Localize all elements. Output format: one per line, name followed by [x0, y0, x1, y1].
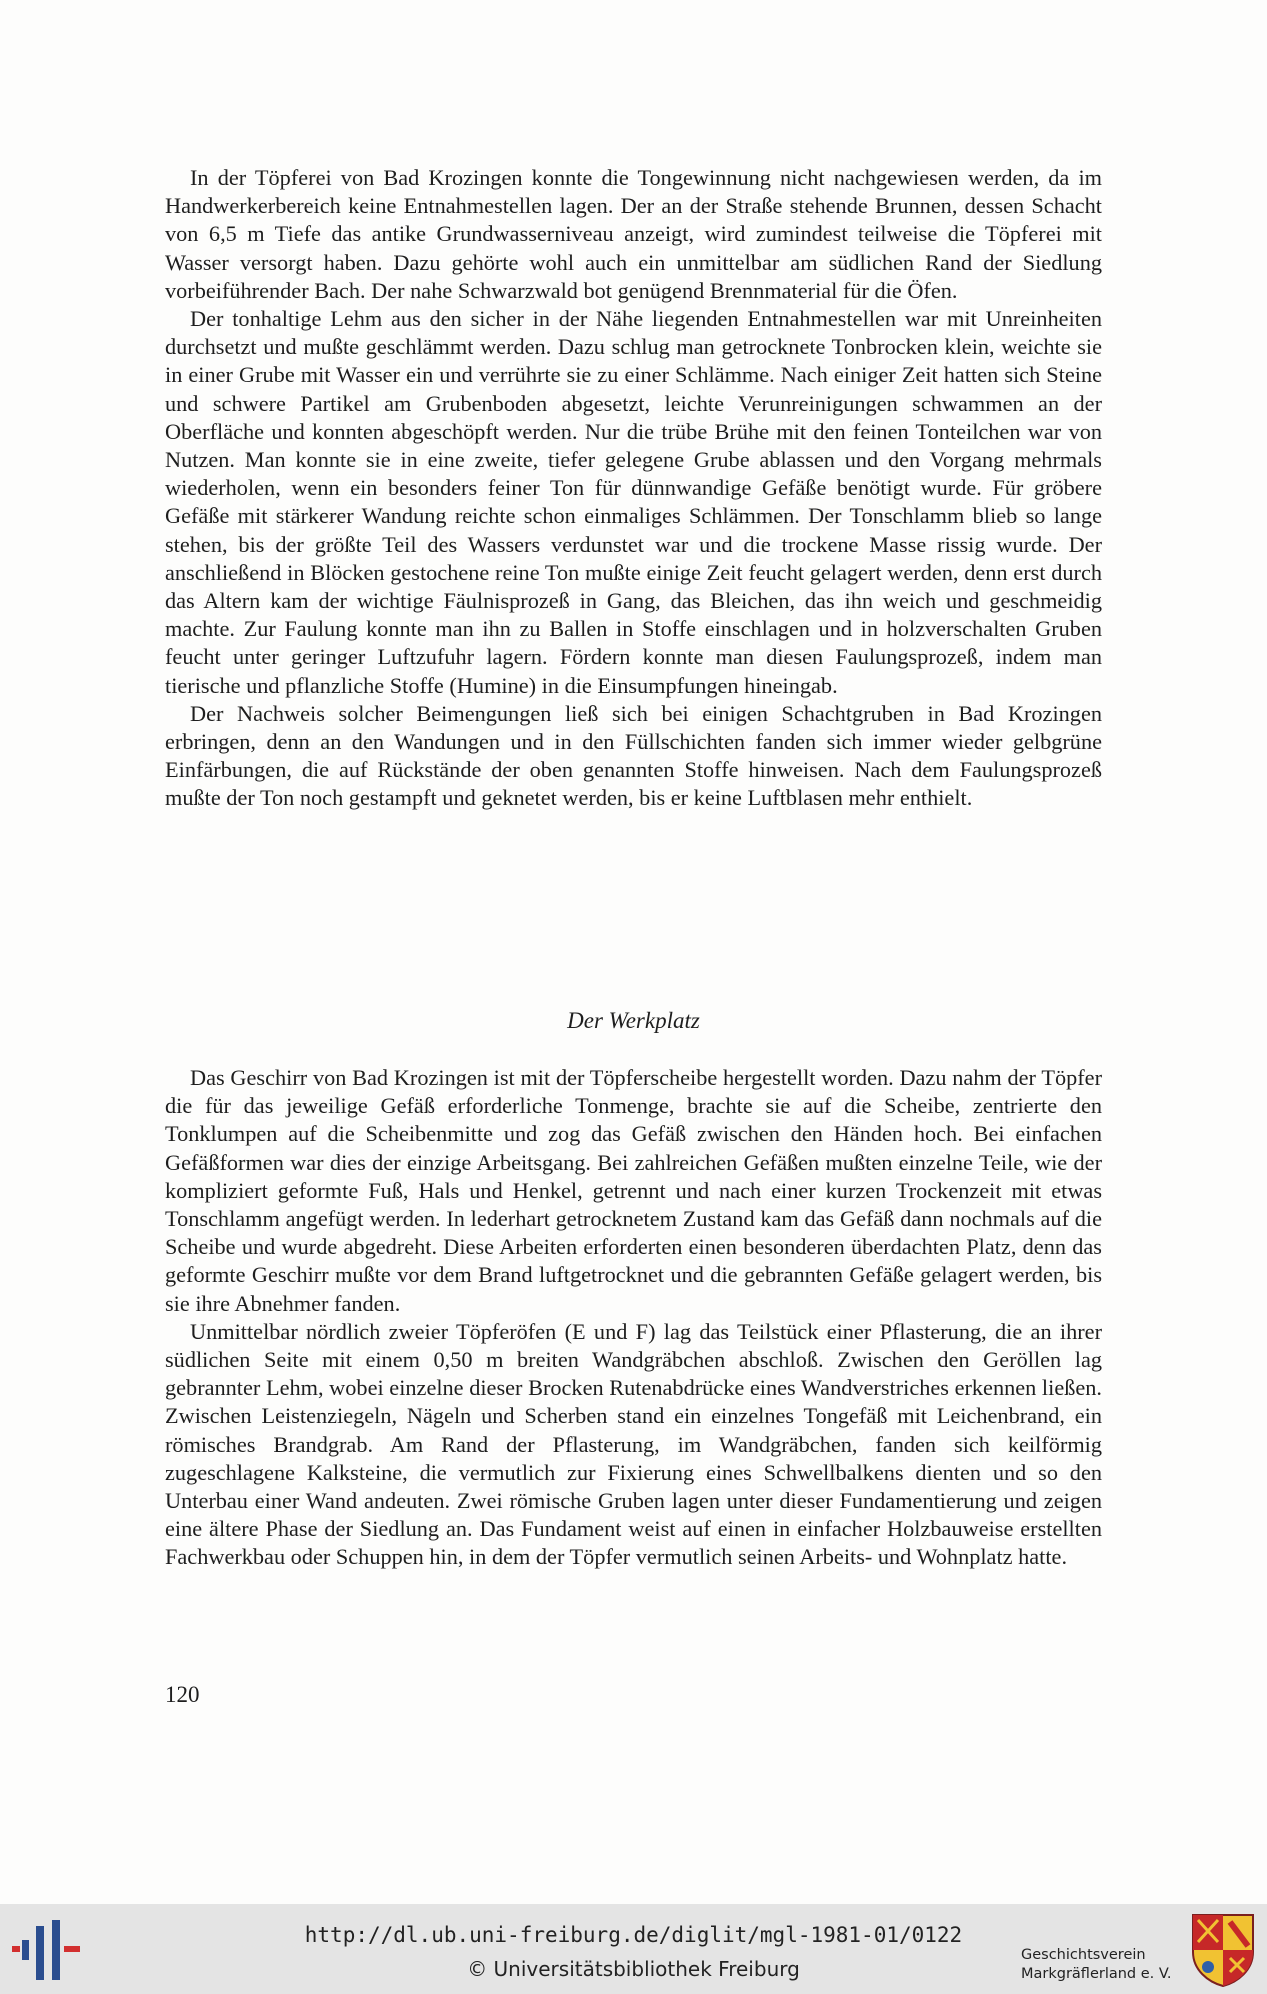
- paragraph: Das Geschirr von Bad Krozingen ist mit der Töpferscheibe hergestellt worden. Dazu nahm der Töpfer die für das jeweilige Gefäß erforderliche Tonmenge, brachte sie auf die Scheibe, zentrierte den Tonklumpen auf die Scheibenmitte und zog das Gefäß zwischen den Händen hoch. Bei einfachen Gefäßformen war dies der einzige Arbeitsgang. Bei zahlreichen Gefäßen mußten einzelne Teile, wie der kompliziert geformte Fuß, Hals und Henkel, getrennt und nach einer kurzen Trockenzeit mit etwas Tonschlamm angefügt werden. In lederhart getrocknetem Zustand kam das Gefäß dann nochmals auf die Scheibe und wurde abgedreht. Diese Arbeiten erforderten einen besonderen überdachten Platz, denn das geformte Geschirr mußte vor dem Brand luftgetrocknet und die gebrannten Gefäße gelagert werden, bis sie ihre Abnehmer fanden.: [165, 1065, 1102, 1316]
- paragraph: Unmittelbar nördlich zweier Töpferöfen (E und F) lag das Teilstück einer Pflasterung, die an ihrer südlichen Seite mit einem 0,50 m breiten Wandgräbchen abschloß. Zwischen den Geröllen lag gebrannter Lehm, wobei einzelne dieser Brocken Rutenabdrücke eines Wandverstriches erkennen ließen. Zwischen Leistenziegeln, Nägeln und Scherben stand ein einzelnes Tongefäß mit Leichenbrand, ein römisches Brandgrab. Am Rand der Pflasterung, im Wandgräbchen, fanden sich keilförmig zugeschlagene Kalksteine, die vermutlich zur Fixierung eines Schwellbalkens dienten und so den Unterbau einer Wand andeuten. Zwei römische Gruben lagen unter dieser Fundamentierung und zeigen eine ältere Phase der Siedlung an. Das Fundament weist auf einen in einfacher Holzbauweise erstellten Fachwerkbau oder Schuppen hin, in dem der Töpfer vermutlich seinen Arbeits- und Wohnplatz hatte.: [165, 1318, 1102, 1570]
- copyright-text: © Universitätsbibliothek Freiburg: [467, 1957, 800, 1981]
- text-block-top: [165, 164, 1102, 813]
- page-number: 120: [165, 1682, 200, 1707]
- paragraph: In der Töpferei von Bad Krozingen konnte die Tongewinnung nicht nachgewiesen werden, da im Handwerkerbereich keine Entnahmestellen lagen. Der an der Straße stehende Brunnen, dessen Schacht von 6,5 m Tiefe das antike Grundwasserniveau anzeigt, wird zumindest teilweise die Töpferei mit Wasser versorgt haben. Dazu gehörte wohl auch ein unmittelbar am südlichen Rand der Siedlung vorbeiführender Bach. Der nahe Schwarzwald bot genügend Brennmaterial für die Öfen.: [165, 165, 1102, 303]
- section-heading: Der Werkplatz: [567, 1008, 700, 1033]
- society-crest-icon: [1190, 1912, 1256, 1988]
- text-block-bottom: [165, 1064, 1102, 1572]
- paragraph: Der Nachweis solcher Beimengungen ließ sich bei einigen Schachtgruben in Bad Krozingen erbringen, denn an den Wandungen und in den Füllschichten fanden sich immer wieder gelbgrüne Einfärbungen, die auf Rückstände der oben genannten Stoffe hinweisen. Nach dem Faulungsprozeß mußte der Ton noch gestampft und geknetet werden, bis er keine Luftblasen mehr enthielt.: [165, 700, 1102, 811]
- society-name-line: Geschichtsverein: [1021, 1947, 1146, 1963]
- footer-bar: [0, 1904, 1267, 1994]
- document-url-link[interactable]: http://dl.ub.uni-freiburg.de/diglit/mgl-1981-01/0122: [304, 1923, 963, 1947]
- society-name-line: Markgräflerland e. V.: [1021, 1966, 1172, 1982]
- society-name: [1021, 1946, 1181, 1984]
- paragraph: Der tonhaltige Lehm aus den sicher in der Nähe liegenden Entnahmestellen war mit Unreinheiten durchsetzt und mußte geschlämmt werden. Dazu schlug man getrocknete Tonbrocken klein, weichte sie in einer Grube mit Wasser ein und verrührte sie zu einer Schlämme. Nach einiger Zeit hatten sich Steine und schwere Partikel am Grubenboden abgesetzt, leichte Verunreinigungen schwammen an der Oberfläche und konnten abgeschöpft werden. Nur die trübe Brühe mit den feinen Tonteilchen war von Nutzen. Man konnte sie in eine zweite, tiefer gelegene Grube ablassen und den Vorgang mehrmals wiederholen, wenn ein besonders feiner Ton für dünnwandige Gefäße benötigt wurde. Für gröbere Gefäße mit stärkerer Wandung reichte schon einmaliges Schlämmen. Der Tonschlamm blieb so lange stehen, bis der größte Teil des Wassers verdunstet war und die trockene Masse rissig wurde. Der anschließend in Blöcken gestochene reine Ton mußte einige Zeit feucht gelagert werden, denn erst durch das Altern kam der wichtige Fäulnisprozeß in Gang, das Bleichen, das ihn weich und geschmeidig machte. Zur Faulung konnte man ihn zu Ballen in Stoffe einschlagen und in holzverschalten Gruben feucht unter geringer Luftzufuhr lagern. Fördern konnte man diesen Faulungsprozeß, indem man tierische und pflanzliche Stoffe (Humine) in die Einsumpfungen hineingab.: [165, 306, 1102, 698]
